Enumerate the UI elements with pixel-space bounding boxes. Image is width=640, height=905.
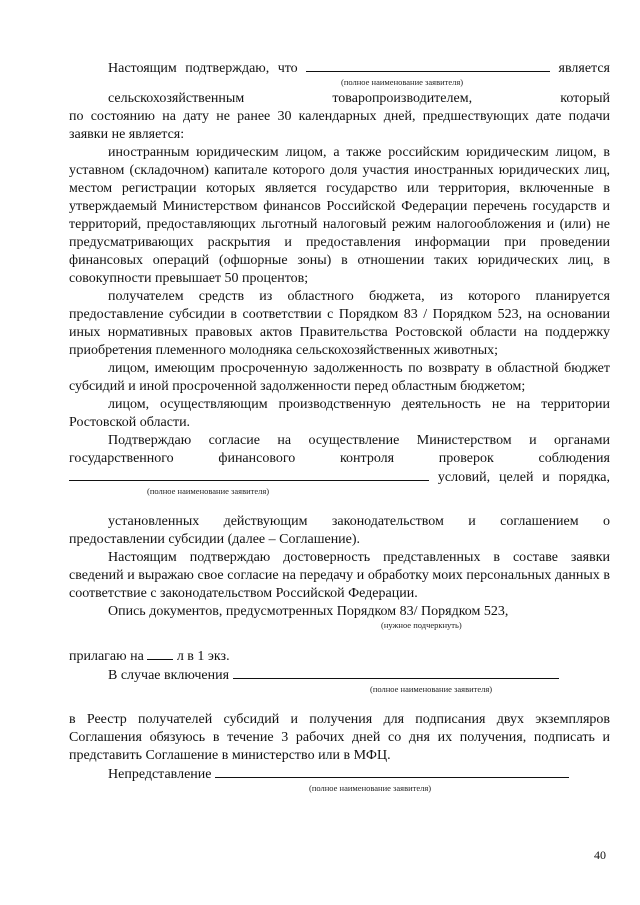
caption-row-5 [69, 784, 610, 796]
attach-after: л в 1 экз. [176, 649, 230, 664]
overdue-debt-item: лицом, имеющим просроченную задолженность по возврату в областной бюджет субсидий и иной просроченной задолженности перед областным бюджетом; [69, 361, 610, 394]
consent-tail: условий, целей и порядка, [437, 470, 611, 485]
applicant-name-blank-1[interactable] [306, 59, 550, 72]
nonsubmission-line [69, 765, 610, 784]
caption-row-1 [69, 78, 610, 90]
nonsubmission-lead: Непредставление [108, 767, 212, 782]
inclusion-lead: В случае включения [108, 668, 230, 683]
registry-paragraph: в Реестр получателей субсидий и получения для подписания двух экземпляров Соглашения обязуюсь в течение 3 рабочих дней со дня их получения, подписать и представить Соглашение в министерство или в МФЦ. [69, 712, 610, 763]
consent-line-3 [69, 468, 610, 487]
sheet-count-blank[interactable] [147, 647, 173, 660]
attach-before: прилагаю на [69, 649, 144, 664]
document-body [69, 59, 610, 796]
inclusion-line [69, 666, 610, 685]
applicant-name-blank-3[interactable] [233, 666, 559, 679]
confirm-lead: Настоящим подтверждаю, что [108, 61, 298, 76]
established-rest: предоставлении субсидии (далее – Соглашение). [69, 532, 361, 547]
budget-recipient-item: получателем средств из областного бюджета, из которого планируется предоставление субсидии в соответствии с Порядком 83 / Порядком 523, на основании иных нормативных правовых актов Правительства Ростовской области на поддержку приобретения племенного молодняка сельскохозяйственных животных; [69, 289, 610, 358]
applicant-name-blank-4[interactable] [215, 765, 569, 778]
confirm-tail: является [558, 61, 610, 76]
consent-line-2: государственного финансового контроля проверок соблюдения [69, 451, 610, 466]
caption-row-2 [69, 487, 610, 499]
caption-row-4 [69, 685, 610, 697]
producer-line: сельскохозяйственным товаропроизводителем, который [108, 91, 610, 106]
consent-line-1: Подтверждаю согласие на осуществление Министерством и органами [108, 433, 610, 448]
page-number: 40 [594, 848, 606, 862]
confirm-paragraph [69, 59, 610, 78]
applicant-caption-4: (полное наименование заявителя) [309, 783, 432, 793]
applicant-caption-3: (полное наименование заявителя) [370, 684, 493, 694]
applicant-caption-2: (полное наименование заявителя) [147, 486, 270, 496]
producer-rest: по состоянию на дату не ранее 30 календарных дней, предшествующих дате подачи заявки не является: [69, 109, 610, 142]
accuracy-paragraph: Настоящим подтверждаю достоверность представленных в составе заявки сведений и выражаю свое согласие на передачу и обработку моих персональных данных в соответствие с законодательством Российской Федерации. [69, 550, 610, 601]
territory-item: лицом, осуществляющим производственную деятельность не на территории Ростовской области. [69, 397, 610, 430]
applicant-caption-1: (полное наименование заявителя) [341, 77, 464, 87]
attach-line [69, 647, 610, 666]
inventory-line: Опись документов, предусмотренных Порядком 83/ Порядком 523, [108, 604, 509, 619]
applicant-name-blank-2[interactable] [69, 468, 429, 481]
underline-needed-caption: (нужное подчеркнуть) [381, 620, 462, 630]
foreign-entity-item: иностранным юридическим лицом, а также российским юридическим лицом, в уставном (складочном) капитале которого доля участия иностранных юридических лиц, местом регистрации которых является государство или территория, включенные в утверждаемый Министерством финансов Российской Федерации перечень государств и территорий, предоставляющих льготный налоговый режим налогообложения и (или) не предусматривающих раскрытия и предоставления информации при проведении финансовых операций (офшорные зоны) в отношении таких юридических лиц, в совокупности превышает 50 процентов; [69, 145, 610, 286]
established-line: установленных действующим законодательством и соглашением о [108, 514, 610, 529]
caption-row-3 [69, 621, 610, 633]
